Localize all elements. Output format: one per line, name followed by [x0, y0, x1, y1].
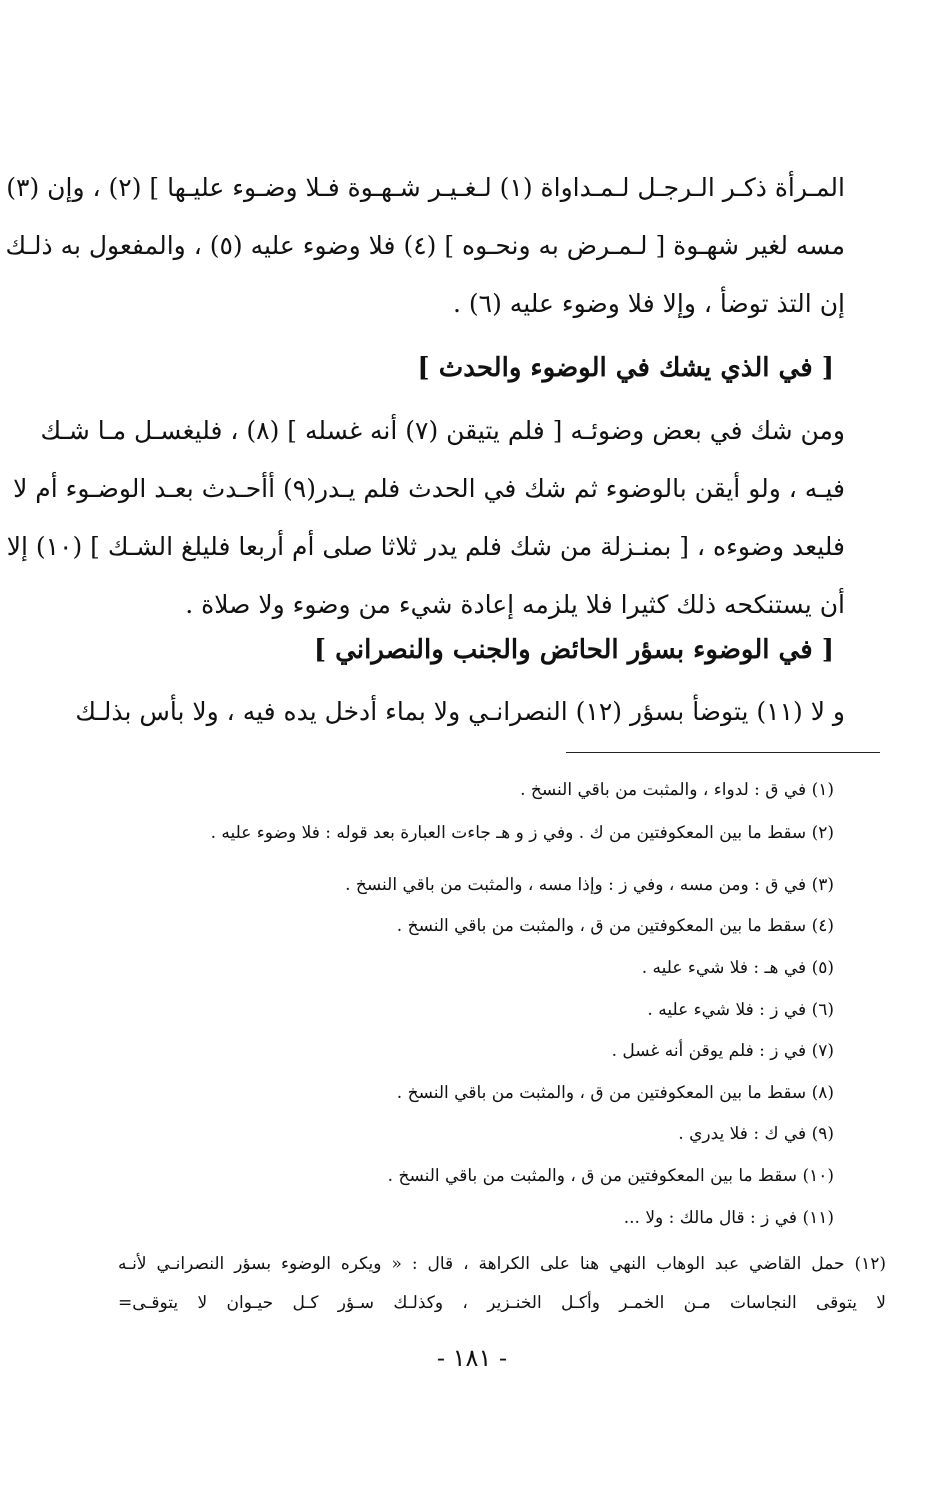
footnote-8: (٨) سقط ما بين المعكوفتين من ق ، والمثبت من باقي النسخ . [396, 1083, 834, 1103]
body-line-7: أن يستنكحه ذلك كثيرا فلا يلزمه إعادة شيء من وضوء ولا صلاة . [185, 590, 845, 619]
footnote-5: (٥) في هـ : فلا شيء عليه . [641, 958, 834, 978]
body-line-1: المـرأة ذكـر الـرجـل لـمـداواة (١) لـغـيـر شـهـوة فـلا وضـوء عليـها ] (٢) ، وإن (٣) [6, 173, 845, 202]
body-line-8: و لا (١١) يتوضأ بسؤر (١٢) النصرانـي ولا بماء أدخل يده فيه ، ولا بأس بذلـك [75, 697, 845, 726]
body-line-3: إن التذ توضأ ، وإلا فلا وضوء عليه (٦) . [453, 289, 845, 318]
section-heading-doubt: [ في الذي يشك في الوضوء والحدث ] [417, 353, 834, 383]
body-line-2: مسه لغير شهـوة [ لـمـرض به ونحـوه ] (٤) فلا وضوء عليه (٥) ، والمفعول به ذلـك [5, 231, 845, 260]
section-heading-leftover-water: [ في الوضوء بسؤر الحائض والجنب والنصراني ] [313, 635, 834, 665]
page-number: - ١٨١ - [436, 1344, 508, 1372]
footnote-6: (٦) في ز : فلا شيء عليه . [647, 1000, 834, 1020]
footnote-9: (٩) في ك : فلا يدري . [678, 1124, 834, 1144]
body-line-4: ومن شك في بعض وضوئـه [ فلم يتيقن (٧) أنه غسله ] (٨) ، فليغسـل مـا شـك [40, 416, 845, 445]
body-line-6: فليعد وضوءه ، [ بمنـزلة من شك فلم يدر ثلاثا صلى أم أربعا فليلغ الشـك ] (١٠) إلا [6, 532, 845, 561]
footnote-1: (١) في ق : لدواء ، والمثبت من باقي النسخ . [520, 780, 834, 800]
footnote-7: (٧) في ز : فلم يوقن أنه غسل . [611, 1041, 834, 1061]
footnote-3: (٣) في ق : ومن مسه ، وفي ز : وإذا مسه ، والمثبت من باقي النسخ . [345, 875, 834, 895]
footnote-12: (١٢) حمل القاضي عبد الوهاب النهي هنا على الكراهة ، قال : « ويكره الوضوء بسؤر النصرانـي لأنـه [118, 1254, 886, 1274]
footnote-11: (١١) في ز : قال مالك : ولا ... [623, 1208, 834, 1228]
footnote-10: (١٠) سقط ما بين المعكوفتين من ق ، والمثبت من باقي النسخ . [387, 1166, 834, 1186]
body-line-5: فيـه ، ولو أيقن بالوضوء ثم شك في الحدث فلم يـدر(٩) أأحـدث بعـد الوضـوء أم لا [13, 474, 845, 503]
footnote-divider [566, 752, 880, 753]
footnote-12-continued: لا يتوقى النجاسات مـن الخمـر وأكـل الخنـزير ، وكذلـك سـؤر كـل حيـوان لا يتوقـى= [118, 1293, 886, 1313]
footnote-4: (٤) سقط ما بين المعكوفتين من ق ، والمثبت من باقي النسخ . [396, 916, 834, 936]
footnote-2: (٢) سقط ما بين المعكوفتين من ك . وفي ز و هـ جاءت العبارة بعد قوله : فلا وضوء عليه . [210, 823, 834, 843]
